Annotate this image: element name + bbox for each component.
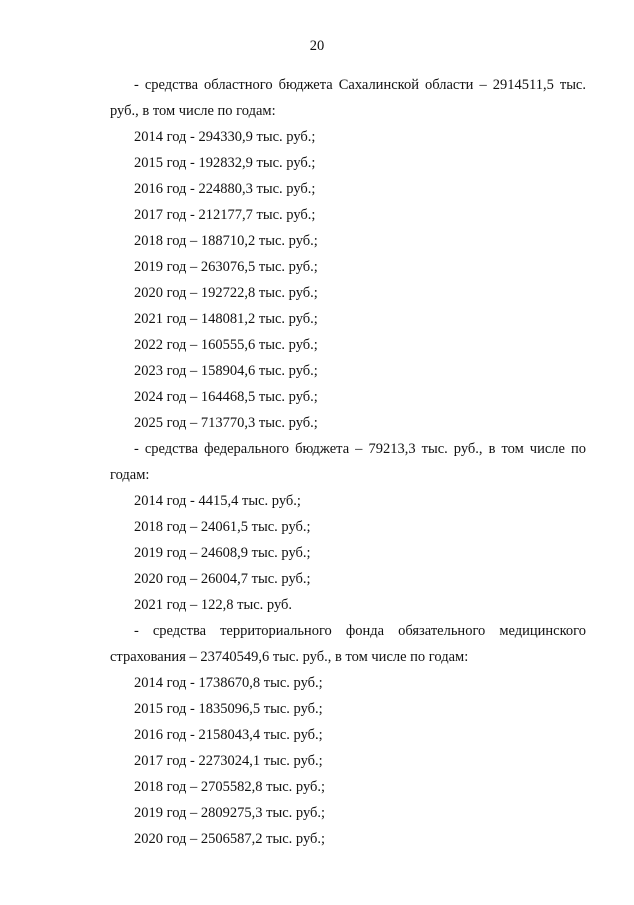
- year-line: 2019 год – 263076,5 тыс. руб.;: [134, 259, 318, 275]
- document-body: [110, 72, 586, 852]
- federal-budget-intro: - средства федерального бюджета – 79213,3 тыс. руб., в том числе по годам:: [110, 441, 586, 483]
- year-line: 2018 год – 188710,2 тыс. руб.;: [134, 233, 318, 249]
- year-line: 2023 год – 158904,6 тыс. руб.;: [134, 363, 318, 379]
- year-line: 2021 год – 148081,2 тыс. руб.;: [134, 311, 318, 327]
- year-line: 2017 год - 212177,7 тыс. руб.;: [134, 207, 316, 223]
- insurance-fund-intro: - средства территориального фонда обязательного медицинского страхования – 23740549,6 тыс. руб., в том числе по годам:: [110, 623, 586, 665]
- year-line: 2018 год – 24061,5 тыс. руб.;: [134, 519, 311, 535]
- insurance-fund-section: [110, 618, 586, 852]
- year-line: 2024 год – 164468,5 тыс. руб.;: [134, 389, 318, 405]
- year-line: 2021 год – 122,8 тыс. руб.: [134, 597, 293, 613]
- year-line: 2016 год - 224880,3 тыс. руб.;: [134, 181, 316, 197]
- year-line: 2018 год – 2705582,8 тыс. руб.;: [134, 779, 326, 795]
- year-line: 2015 год - 1835096,5 тыс. руб.;: [134, 701, 323, 717]
- year-line: 2020 год – 192722,8 тыс. руб.;: [134, 285, 318, 301]
- year-line: 2014 год - 4415,4 тыс. руб.;: [134, 493, 301, 509]
- regional-year-list: [110, 124, 586, 436]
- year-line: 2016 год - 2158043,4 тыс. руб.;: [134, 727, 323, 743]
- year-line: 2020 год – 26004,7 тыс. руб.;: [134, 571, 311, 587]
- page-number: 20: [309, 38, 325, 54]
- year-line: 2014 год - 294330,9 тыс. руб.;: [134, 129, 316, 145]
- insurance-year-list: [110, 670, 586, 852]
- year-line: 2019 год – 2809275,3 тыс. руб.;: [134, 805, 326, 821]
- year-line: 2015 год - 192832,9 тыс. руб.;: [134, 155, 316, 171]
- year-line: 2025 год – 713770,3 тыс. руб.;: [134, 415, 318, 431]
- federal-budget-section: [110, 436, 586, 618]
- year-line: 2022 год – 160555,6 тыс. руб.;: [134, 337, 318, 353]
- federal-year-list: [110, 488, 586, 618]
- regional-budget-section: [110, 72, 586, 436]
- year-line: 2020 год – 2506587,2 тыс. руб.;: [134, 831, 326, 847]
- year-line: 2017 год - 2273024,1 тыс. руб.;: [134, 753, 323, 769]
- year-line: 2014 год - 1738670,8 тыс. руб.;: [134, 675, 323, 691]
- year-line: 2019 год – 24608,9 тыс. руб.;: [134, 545, 311, 561]
- regional-budget-intro: - средства областного бюджета Сахалинской области – 2914511,5 тыс. руб., в том числе по годам:: [110, 77, 586, 119]
